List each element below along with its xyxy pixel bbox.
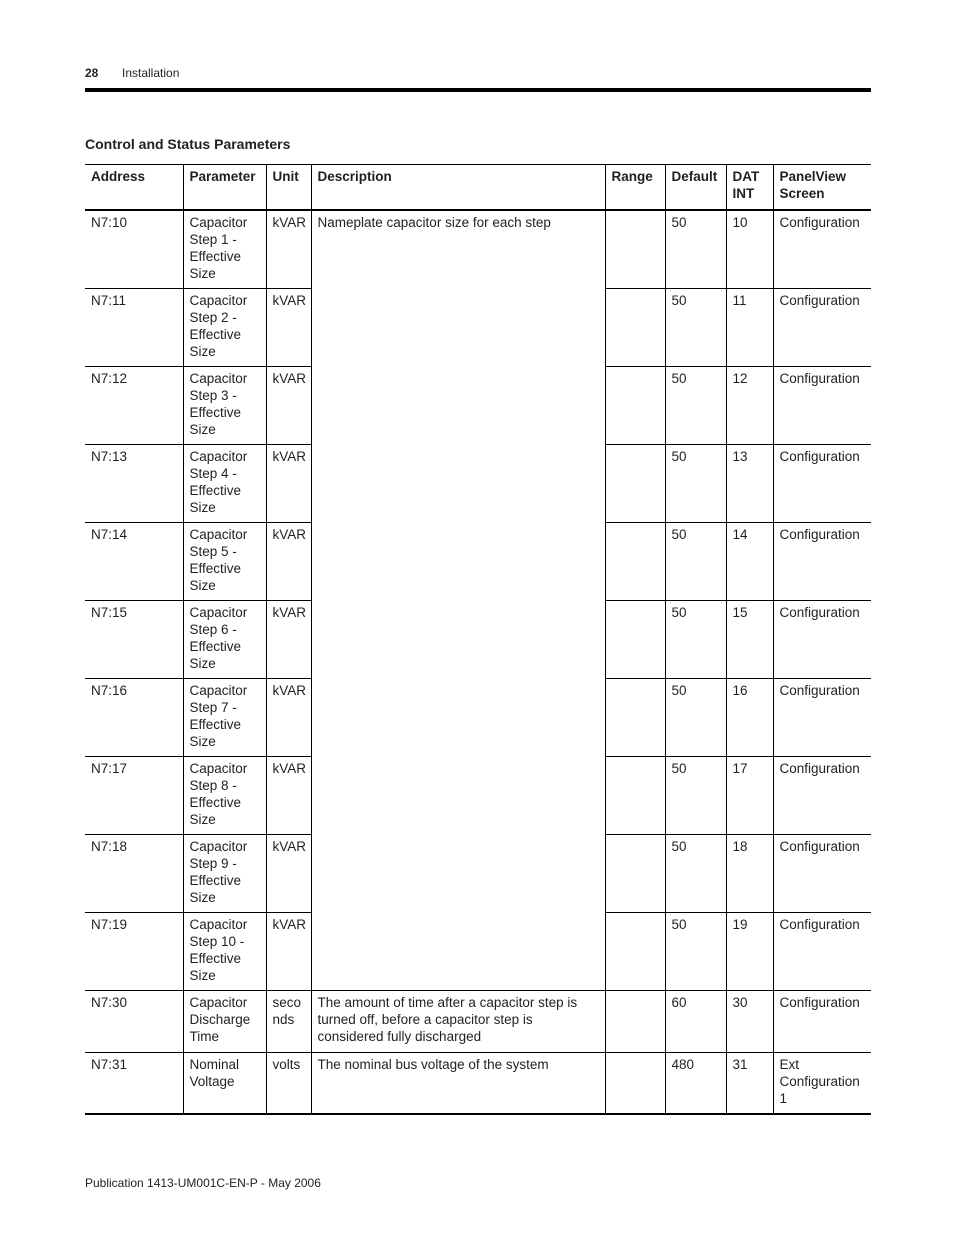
cell-range: [605, 367, 665, 445]
cell-screen: Configuration: [773, 445, 871, 523]
table-row: [85, 210, 871, 289]
col-header-dat-int: DAT INT: [726, 165, 773, 211]
cell-default: 50: [665, 835, 726, 913]
section-name: Installation: [122, 66, 180, 80]
cell-dat-int: 15: [726, 601, 773, 679]
cell-unit: kVAR: [266, 523, 311, 601]
cell-description: The nominal bus voltage of the system: [311, 1053, 605, 1115]
cell-range: [605, 991, 665, 1053]
cell-default: 50: [665, 445, 726, 523]
cell-address: N7:15: [85, 601, 183, 679]
cell-range: [605, 757, 665, 835]
cell-default: 480: [665, 1053, 726, 1115]
cell-range: [605, 601, 665, 679]
cell-unit: kVAR: [266, 601, 311, 679]
cell-screen: Configuration: [773, 679, 871, 757]
cell-parameter: Capacitor Step 9 - Effective Size: [183, 835, 266, 913]
cell-dat-int: 19: [726, 913, 773, 991]
cell-unit: volts: [266, 1053, 311, 1115]
cell-unit: kVAR: [266, 367, 311, 445]
cell-address: N7:16: [85, 679, 183, 757]
header-rule: [85, 88, 871, 92]
table-row: [85, 991, 871, 1053]
cell-dat-int: 31: [726, 1053, 773, 1115]
cell-parameter: Capacitor Step 2 - Effective Size: [183, 289, 266, 367]
cell-screen: Configuration: [773, 523, 871, 601]
cell-dat-int: 12: [726, 367, 773, 445]
cell-parameter: Capacitor Step 1 - Effective Size: [183, 210, 266, 289]
cell-unit: kVAR: [266, 835, 311, 913]
cell-screen: Configuration: [773, 913, 871, 991]
cell-default: 50: [665, 289, 726, 367]
cell-default: 50: [665, 757, 726, 835]
cell-range: [605, 445, 665, 523]
cell-default: 50: [665, 601, 726, 679]
cell-unit: kVAR: [266, 445, 311, 523]
cell-unit: kVAR: [266, 210, 311, 289]
cell-range: [605, 679, 665, 757]
cell-unit: kVAR: [266, 757, 311, 835]
cell-address: N7:10: [85, 210, 183, 289]
cell-screen: Configuration: [773, 367, 871, 445]
cell-screen: Configuration: [773, 210, 871, 289]
cell-default: 50: [665, 913, 726, 991]
cell-unit: kVAR: [266, 679, 311, 757]
cell-parameter: Capacitor Step 7 - Effective Size: [183, 679, 266, 757]
cell-parameter: Capacitor Step 5 - Effective Size: [183, 523, 266, 601]
col-header-parameter: Parameter: [183, 165, 266, 211]
cell-address: N7:19: [85, 913, 183, 991]
cell-address: N7:30: [85, 991, 183, 1053]
cell-dat-int: 11: [726, 289, 773, 367]
cell-default: 60: [665, 991, 726, 1053]
cell-default: 50: [665, 210, 726, 289]
cell-unit: kVAR: [266, 913, 311, 991]
cell-default: 50: [665, 523, 726, 601]
col-header-address: Address: [85, 165, 183, 211]
cell-dat-int: 13: [726, 445, 773, 523]
cell-dat-int: 14: [726, 523, 773, 601]
cell-screen: Configuration: [773, 601, 871, 679]
col-header-panelview-screen: PanelView Screen: [773, 165, 871, 211]
cell-address: N7:12: [85, 367, 183, 445]
cell-parameter: Nominal Voltage: [183, 1053, 266, 1115]
cell-parameter: Capacitor Step 10 - Effective Size: [183, 913, 266, 991]
cell-screen: Configuration: [773, 835, 871, 913]
cell-unit: kVAR: [266, 289, 311, 367]
cell-dat-int: 30: [726, 991, 773, 1053]
cell-range: [605, 1053, 665, 1115]
page-header: [85, 66, 180, 80]
cell-default: 50: [665, 679, 726, 757]
cell-dat-int: 16: [726, 679, 773, 757]
cell-address: N7:17: [85, 757, 183, 835]
cell-parameter: Capacitor Step 8 - Effective Size: [183, 757, 266, 835]
cell-description-shared: Nameplate capacitor size for each step: [311, 210, 605, 991]
cell-description: The amount of time after a capacitor step is turned off, before a capacitor step is considered fully discharged: [311, 991, 605, 1053]
parameters-table: [85, 164, 871, 1115]
cell-unit: seco nds: [266, 991, 311, 1053]
cell-range: [605, 523, 665, 601]
col-header-unit: Unit: [266, 165, 311, 211]
col-header-default: Default: [665, 165, 726, 211]
cell-screen: Configuration: [773, 991, 871, 1053]
table-row: [85, 1053, 871, 1115]
cell-address: N7:18: [85, 835, 183, 913]
cell-range: [605, 835, 665, 913]
cell-screen: Configuration: [773, 289, 871, 367]
cell-range: [605, 210, 665, 289]
cell-dat-int: 10: [726, 210, 773, 289]
cell-dat-int: 17: [726, 757, 773, 835]
cell-parameter: Capacitor Step 3 - Effective Size: [183, 367, 266, 445]
cell-parameter: Capacitor Step 6 - Effective Size: [183, 601, 266, 679]
cell-address: N7:31: [85, 1053, 183, 1115]
publication-footer: Publication 1413-UM001C-EN-P - May 2006: [85, 1176, 321, 1190]
cell-parameter: Capacitor Step 4 - Effective Size: [183, 445, 266, 523]
cell-screen: Configuration: [773, 757, 871, 835]
cell-dat-int: 18: [726, 835, 773, 913]
col-header-description: Description: [311, 165, 605, 211]
cell-address: N7:13: [85, 445, 183, 523]
cell-address: N7:14: [85, 523, 183, 601]
cell-screen: Ext Configuration 1: [773, 1053, 871, 1115]
cell-address: N7:11: [85, 289, 183, 367]
table-header-row: [85, 165, 871, 211]
cell-range: [605, 289, 665, 367]
cell-default: 50: [665, 367, 726, 445]
cell-range: [605, 913, 665, 991]
cell-parameter: Capacitor Discharge Time: [183, 991, 266, 1053]
col-header-range: Range: [605, 165, 665, 211]
page-number: 28: [85, 66, 99, 80]
table-title: Control and Status Parameters: [85, 136, 291, 152]
